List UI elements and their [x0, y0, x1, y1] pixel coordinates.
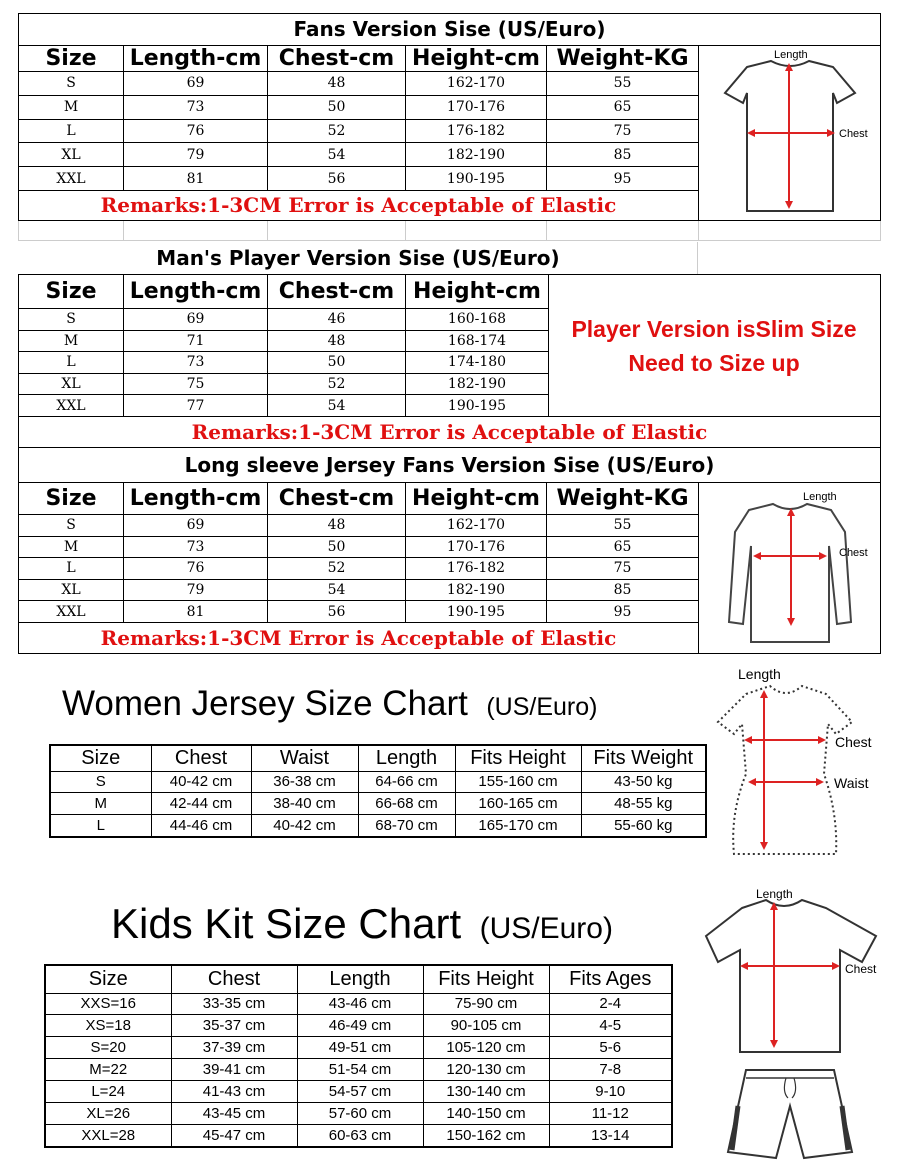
kids-table-cell: XS=18 [45, 1015, 171, 1037]
player-table-cell: 190-195 [406, 395, 549, 417]
kids-table-cell: XXS=16 [45, 993, 171, 1015]
fans-table-cell: 52 [268, 119, 406, 143]
women-table-cell: M [50, 793, 151, 815]
longsleeve-section [18, 447, 881, 654]
women-table-cell: 55-60 kg [581, 815, 706, 837]
player-table-cell: 48 [268, 330, 406, 352]
kids-table-row [45, 1103, 672, 1125]
kids-table-cell: 7-8 [549, 1059, 672, 1081]
kids-header-row [45, 965, 672, 993]
player-table-cell: 50 [268, 352, 406, 374]
women-header-cell: Size [50, 745, 151, 771]
kids-table-cell: 9-10 [549, 1081, 672, 1103]
kids-table-cell: 60-63 cm [297, 1124, 423, 1147]
fans-header-row [19, 46, 699, 72]
player-header-cell: Size [19, 275, 124, 309]
fans-table-cell: 73 [124, 95, 268, 119]
kids-table-cell: 51-54 cm [297, 1059, 423, 1081]
women-table-cell: 38-40 cm [251, 793, 358, 815]
longsleeve-table-cell: 48 [268, 515, 406, 537]
kids-table-cell: 140-150 cm [423, 1103, 549, 1125]
kids-table-cell: 13-14 [549, 1124, 672, 1147]
fans-table-cell: 50 [268, 95, 406, 119]
longsleeve-table-cell: 176-182 [406, 558, 547, 580]
kids-table-cell: 11-12 [549, 1103, 672, 1125]
player-header-cell: Height-cm [406, 275, 549, 309]
women-title-row [62, 684, 597, 730]
kids-table-cell: L=24 [45, 1081, 171, 1103]
kids-table-row [45, 993, 672, 1015]
kids-table-cell: 90-105 cm [423, 1015, 549, 1037]
longsleeve-table-row [19, 601, 699, 623]
kids-table-cell: 49-51 cm [297, 1037, 423, 1059]
longsleeve-table-row [19, 536, 699, 558]
kids-table-cell: 35-37 cm [171, 1015, 297, 1037]
player-table-cell: 174-180 [406, 352, 549, 374]
fans-table-cell: L [19, 119, 124, 143]
fans-table-row [19, 95, 699, 119]
player-header-row [19, 275, 549, 309]
kids-table-cell: M=22 [45, 1059, 171, 1081]
fans-table-row [19, 72, 699, 96]
women-table-cell: 36-38 cm [251, 771, 358, 793]
longsleeve-table-cell: XL [19, 579, 124, 601]
fans-table-row [19, 143, 699, 167]
longsleeve-table-cell: 50 [268, 536, 406, 558]
kids-shorts-icon [724, 1066, 858, 1162]
fans-table-cell: 79 [124, 143, 268, 167]
women-title: Women Jersey Size Chart [62, 684, 468, 723]
tshirt-diagram-icon [699, 45, 881, 220]
kids-table-cell: 43-45 cm [171, 1103, 297, 1125]
fans-table-cell: M [19, 95, 124, 119]
women-table-cell: 64-66 cm [358, 771, 455, 793]
fans-diagram-chest: Chest [839, 128, 868, 140]
kids-table-cell: 57-60 cm [297, 1103, 423, 1125]
longsleeve-header-cell: Length-cm [124, 483, 268, 515]
longsleeve-table-cell: 190-195 [406, 601, 547, 623]
women-table-cell: 43-50 kg [581, 771, 706, 793]
kids-diagram-length: Length [756, 887, 793, 901]
longsleeve-table-row [19, 515, 699, 537]
kids-table-cell: 41-43 cm [171, 1081, 297, 1103]
women-diagram-icon [708, 664, 888, 860]
kids-header-cell: Size [45, 965, 171, 993]
player-table-cell: XXL [19, 395, 124, 417]
women-diagram-waist: Waist [834, 775, 869, 791]
player-table-row [19, 352, 549, 374]
fans-header-cell: Weight-KG [547, 46, 699, 72]
women-diagram-length: Length [738, 666, 781, 682]
longsleeve-diagram-icon [699, 482, 881, 653]
kids-table-cell: 105-120 cm [423, 1037, 549, 1059]
player-table-cell: 75 [124, 373, 268, 395]
longsleeve-table-cell: 95 [547, 601, 699, 623]
kids-table-row [45, 1015, 672, 1037]
women-table-row [50, 771, 706, 793]
kids-header-cell: Fits Ages [549, 965, 672, 993]
kids-header-cell: Fits Height [423, 965, 549, 993]
kids-table-cell: S=20 [45, 1037, 171, 1059]
player-remark: Remarks:1-3CM Error is Acceptable of Elastic [19, 416, 880, 448]
women-table-cell: 68-70 cm [358, 815, 455, 837]
player-table-cell: 182-190 [406, 373, 549, 395]
women-table-cell: 40-42 cm [251, 815, 358, 837]
kids-table-cell: 5-6 [549, 1037, 672, 1059]
kids-table-cell: 120-130 cm [423, 1059, 549, 1081]
longsleeve-table-cell: 81 [124, 601, 268, 623]
player-table-cell: 168-174 [406, 330, 549, 352]
women-table-cell: 160-165 cm [455, 793, 581, 815]
women-header-cell: Length [358, 745, 455, 771]
kids-diagram-chest: Chest [845, 962, 877, 976]
player-table-cell: XL [19, 373, 124, 395]
fans-header-cell: Length-cm [124, 46, 268, 72]
kids-table-cell: 150-162 cm [423, 1124, 549, 1147]
women-table [49, 744, 707, 838]
fans-table [18, 45, 699, 191]
fans-table-row [19, 119, 699, 143]
women-table-cell: 165-170 cm [455, 815, 581, 837]
fans-table-cell: 55 [547, 72, 699, 96]
longsleeve-table-cell: 55 [547, 515, 699, 537]
player-table-row [19, 309, 549, 331]
fans-table-cell: 162-170 [406, 72, 547, 96]
kids-title: Kids Kit Size Chart [111, 900, 462, 947]
kids-subtitle: (US/Euro) [479, 912, 613, 945]
fans-table-row [19, 167, 699, 191]
longsleeve-table-cell: XXL [19, 601, 124, 623]
fans-table-cell: 75 [547, 119, 699, 143]
kids-title-row [111, 900, 613, 956]
player-table-cell: 77 [124, 395, 268, 417]
kids-header-cell: Length [297, 965, 423, 993]
kids-header-cell: Chest [171, 965, 297, 993]
women-table-cell: 42-44 cm [151, 793, 251, 815]
longsleeve-table-cell: L [19, 558, 124, 580]
fans-section [18, 13, 881, 221]
fans-table-cell: 170-176 [406, 95, 547, 119]
fans-remark: Remarks:1-3CM Error is Acceptable of Elastic [100, 193, 617, 217]
fans-table-cell: S [19, 72, 124, 96]
kids-table-cell: 37-39 cm [171, 1037, 297, 1059]
kids-table-cell: 130-140 cm [423, 1081, 549, 1103]
player-table-cell: M [19, 330, 124, 352]
longsleeve-table-cell: 54 [268, 579, 406, 601]
longsleeve-table-cell: 69 [124, 515, 268, 537]
longsleeve-diagram-box [698, 482, 881, 653]
kids-table-cell: XL=26 [45, 1103, 171, 1125]
fans-header-cell: Height-cm [406, 46, 547, 72]
fans-table-cell: 56 [268, 167, 406, 191]
longsleeve-table-cell: 73 [124, 536, 268, 558]
kids-table-cell: 46-49 cm [297, 1015, 423, 1037]
longsleeve-table-cell: 182-190 [406, 579, 547, 601]
women-header-cell: Fits Weight [581, 745, 706, 771]
women-table-cell: 48-55 kg [581, 793, 706, 815]
fans-table-cell: XXL [19, 167, 124, 191]
women-table-row [50, 815, 706, 837]
women-diagram-chest: Chest [835, 734, 872, 750]
kids-table-cell: 45-47 cm [171, 1124, 297, 1147]
fans-table-cell: 76 [124, 119, 268, 143]
player-title: Man's Player Version Sise (US/Euro) [156, 246, 560, 270]
kids-table [44, 964, 673, 1148]
longsleeve-table-cell: S [19, 515, 124, 537]
player-table-cell: 69 [124, 309, 268, 331]
player-table-cell: 160-168 [406, 309, 549, 331]
kids-table-cell: 33-35 cm [171, 993, 297, 1015]
fans-table-cell: 54 [268, 143, 406, 167]
women-table-cell: S [50, 771, 151, 793]
longsleeve-table-cell: 76 [124, 558, 268, 580]
player-note [548, 275, 880, 416]
longsleeve-table-cell: 170-176 [406, 536, 547, 558]
player-table-cell: 71 [124, 330, 268, 352]
longsleeve-table-row [19, 558, 699, 580]
longsleeve-title: Long sleeve Jersey Fans Version Sise (US/Euro) [19, 448, 880, 483]
player-note-line1: Player Version isSlim Size [571, 315, 857, 342]
kids-table-cell: 2-4 [549, 993, 672, 1015]
kids-table-cell: 75-90 cm [423, 993, 549, 1015]
player-table-row [19, 373, 549, 395]
women-table-cell: 40-42 cm [151, 771, 251, 793]
longsleeve-table-cell: 75 [547, 558, 699, 580]
kids-table-row [45, 1059, 672, 1081]
longsleeve-table-cell: 85 [547, 579, 699, 601]
longsleeve-header-cell: Weight-KG [547, 483, 699, 515]
fans-table-cell: 65 [547, 95, 699, 119]
fans-table-cell: 95 [547, 167, 699, 191]
women-header-cell: Waist [251, 745, 358, 771]
fans-title: Fans Version Sise (US/Euro) [19, 14, 880, 46]
longsleeve-diagram-chest: Chest [839, 547, 868, 559]
women-header-cell: Chest [151, 745, 251, 771]
fans-table-cell: 190-195 [406, 167, 547, 191]
women-header-cell: Fits Height [455, 745, 581, 771]
kids-table-cell: 39-41 cm [171, 1059, 297, 1081]
women-table-cell: L [50, 815, 151, 837]
fans-table-cell: 176-182 [406, 119, 547, 143]
longsleeve-table-cell: 65 [547, 536, 699, 558]
women-subtitle: (US/Euro) [486, 693, 598, 721]
women-header-row [50, 745, 706, 771]
longsleeve-table-cell: 56 [268, 601, 406, 623]
fans-table-cell: XL [19, 143, 124, 167]
player-table-cell: 54 [268, 395, 406, 417]
player-table-row [19, 330, 549, 352]
kids-table-row [45, 1081, 672, 1103]
spacer-row [18, 221, 881, 241]
player-title-right-cell [697, 242, 698, 274]
women-table-cell: 66-68 cm [358, 793, 455, 815]
fans-diagram-box [698, 45, 881, 220]
player-table-cell: 46 [268, 309, 406, 331]
player-section [18, 274, 881, 448]
fans-header-cell: Size [19, 46, 124, 72]
fans-header-cell: Chest-cm [268, 46, 406, 72]
kids-table-cell: 4-5 [549, 1015, 672, 1037]
player-table [18, 274, 549, 417]
kids-table-row [45, 1037, 672, 1059]
longsleeve-header-cell: Height-cm [406, 483, 547, 515]
women-table-cell: 155-160 cm [455, 771, 581, 793]
longsleeve-table [18, 482, 699, 623]
fans-diagram-length: Length [774, 49, 808, 61]
longsleeve-header-cell: Size [19, 483, 124, 515]
women-table-row [50, 793, 706, 815]
longsleeve-table-cell: 79 [124, 579, 268, 601]
fans-table-cell: 85 [547, 143, 699, 167]
player-table-cell: 52 [268, 373, 406, 395]
kids-table-cell: 43-46 cm [297, 993, 423, 1015]
longsleeve-diagram-length: Length [803, 491, 837, 503]
longsleeve-header-cell: Chest-cm [268, 483, 406, 515]
fans-table-cell: 69 [124, 72, 268, 96]
longsleeve-remark: Remarks:1-3CM Error is Acceptable of Elastic [100, 626, 617, 650]
player-note-line2: Need to Size up [628, 349, 800, 376]
fans-table-cell: 48 [268, 72, 406, 96]
player-header-cell: Length-cm [124, 275, 268, 309]
kids-table-row [45, 1124, 672, 1147]
longsleeve-table-cell: M [19, 536, 124, 558]
player-table-row [19, 395, 549, 417]
longsleeve-table-row [19, 579, 699, 601]
kids-table-cell: XXL=28 [45, 1124, 171, 1147]
player-header-cell: Chest-cm [268, 275, 406, 309]
longsleeve-header-row [19, 483, 699, 515]
kids-table-cell: 54-57 cm [297, 1081, 423, 1103]
fans-table-cell: 182-190 [406, 143, 547, 167]
fans-table-cell: 81 [124, 167, 268, 191]
player-table-cell: L [19, 352, 124, 374]
kids-shirt-diagram-icon [700, 884, 886, 1060]
player-table-cell: S [19, 309, 124, 331]
longsleeve-table-cell: 162-170 [406, 515, 547, 537]
player-table-cell: 73 [124, 352, 268, 374]
women-table-cell: 44-46 cm [151, 815, 251, 837]
longsleeve-table-cell: 52 [268, 558, 406, 580]
